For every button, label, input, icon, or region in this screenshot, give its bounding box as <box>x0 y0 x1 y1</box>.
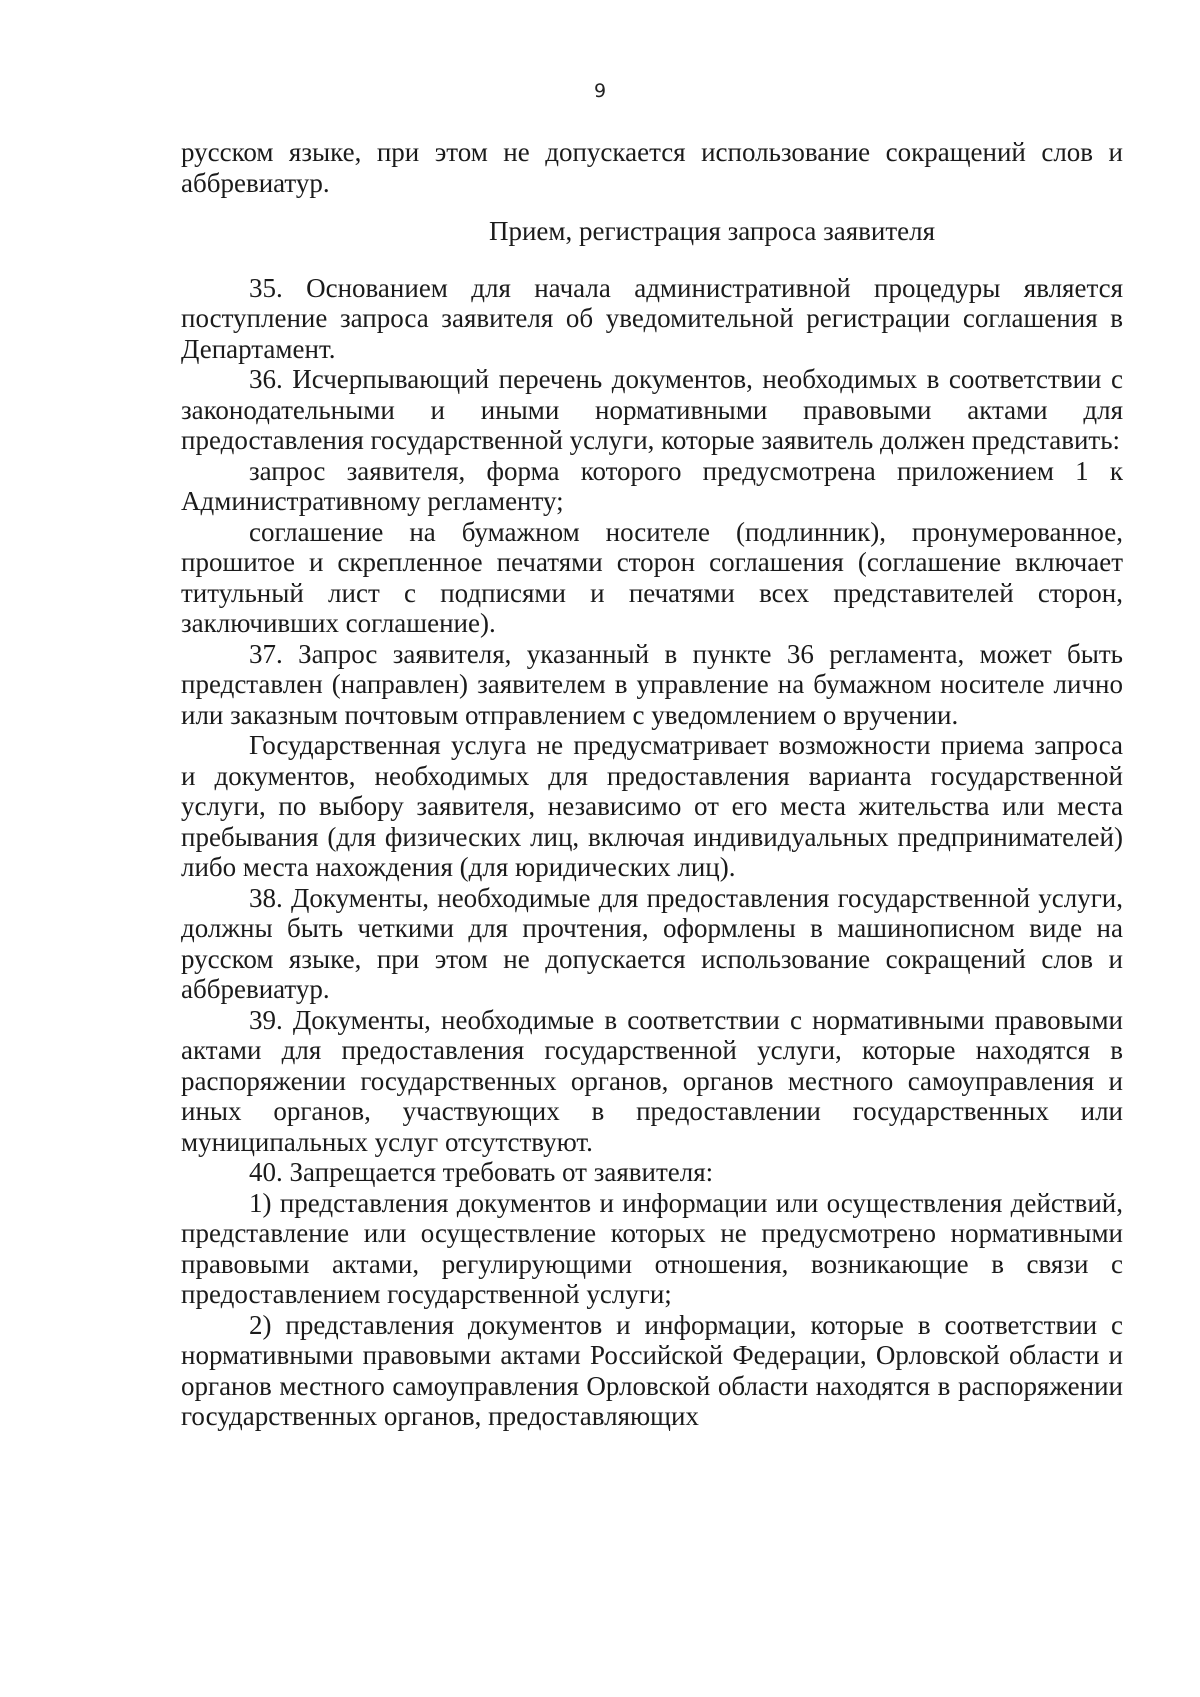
paragraph-40: 40. Запрещается требовать от заявителя: <box>249 1157 714 1187</box>
paragraph-37: 37. Запрос заявителя, указанный в пункте 36 регламента, может быть представлен (направлен) заявителем в управление на бумажном носителе лично или заказным почтовым отправлением с уведомлением о вручении. <box>181 638 1123 730</box>
page-number: 9 <box>593 80 607 102</box>
paragraph-35: 35. Основанием для начала административной процедуры является поступление запроса заявителя об уведомительной регистрации соглашения в Департамент. <box>181 272 1123 364</box>
paragraph-40-item-2: 2) представления документов и информации, которые в соответствии с нормативными правовыми актами Российской Федерации, Орловской области и органов местного самоуправления Орловской области находятся в распоряжении государственных органов, предоставляющих <box>181 1309 1123 1431</box>
paragraph-36: 36. Исчерпывающий перечень документов, необходимых в соответствии с законодательными и иными нормативными правовыми актами для предоставления государственной услуги, которые заявитель должен представить: <box>181 364 1123 455</box>
continuation-paragraph: русском языке, при этом не допускается использование сокращений слов и аббревиатур. <box>181 137 1123 198</box>
paragraph-37-extra: Государственная услуга не предусматривает возможности приема запроса и документов, необходимых для предоставления варианта государственной услуги, по выбору заявителя, независимо от его места жительства или места пребывания (для физических лиц, включая индивидуальных предпринимателей) либо места нахождения (для юридических лиц). <box>181 730 1123 882</box>
paragraph-38: 38. Документы, необходимые для предоставления государственной услуги, должны быть четкими для прочтения, оформлены в машинописном виде на русском языке, при этом не допускается использование сокращений слов и аббревиатур. <box>181 882 1123 1004</box>
paragraph-36-item-agreement: соглашение на бумажном носителе (подлинник), пронумерованное, прошитое и скрепленное печатями сторон соглашения (соглашение включает титульный лист с подписями и печатями всех представителей сторон, заключивших соглашение). <box>181 516 1123 638</box>
section-heading: Прием, регистрация запроса заявителя <box>488 216 936 246</box>
paragraph-36-item-request: запрос заявителя, форма которого предусмотрена приложением 1 к Административному регламенту; <box>181 455 1123 516</box>
paragraph-39: 39. Документы, необходимые в соответствии с нормативными правовыми актами для предоставления государственной услуги, которые находятся в распоряжении государственных органов, органов местного самоуправления и иных органов, участвующих в предоставлении государственных или муниципальных услуг отсутствуют. <box>181 1004 1123 1157</box>
paragraph-40-item-1: 1) представления документов и информации или осуществления действий, представление или осуществление которых не предусмотрено нормативными правовыми актами, регулирующими отношения, возникающие в связи с предоставлением государственной услуги; <box>181 1187 1123 1309</box>
document-body <box>181 137 1123 1432</box>
